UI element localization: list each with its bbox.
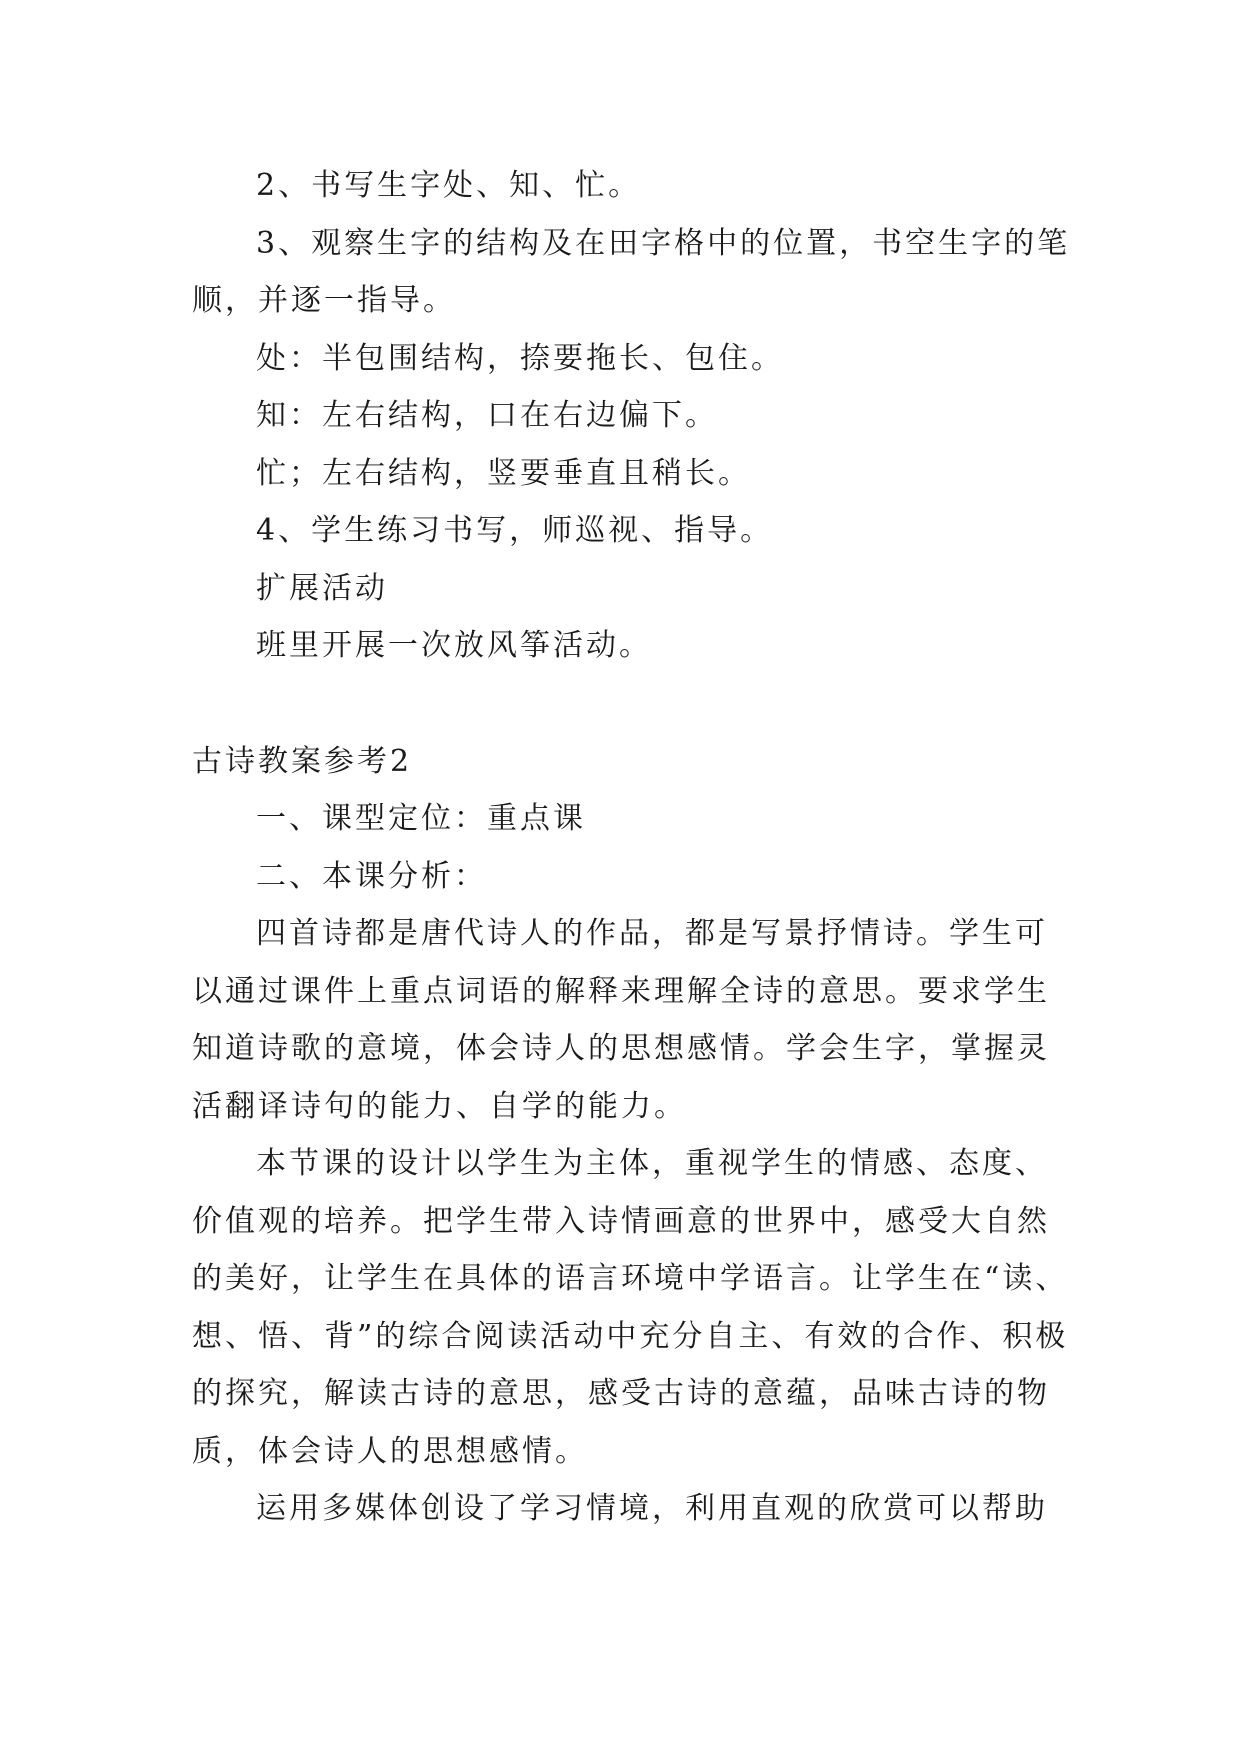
paragraph: 一、课型定位：重点课 [256,801,586,836]
section-heading: 古诗教案参考2 [192,743,413,779]
paragraph: 四首诗都是唐代诗人的作品，都是写景抒情诗。学生可以通过课件上重点词语的解释来理解全诗的意思。要求学生知道诗歌的意境，体会诗人的思想感情。学会生字，掌握灵活翻译诗句的能力、自学的能力。 [192,916,1050,1124]
paragraph: 本节课的设计以学生为主体，重视学生的情感、态度、价值观的培养。把学生带入诗情画意的世界中，感受大自然的美好，让学生在具体的语言环境中学语言。让学生在“读、想、悟、背”的综合阅读活动中充分自主、有效的合作、积极的探究，解读古诗的意思，感受古诗的意蕴，品味古诗的物质，体会诗人的思想感情。 [192,1146,1069,1469]
paragraph: 3、观察生字的结构及在田字格中的位置，书空生字的笔顺，并逐一指导。 [192,225,1071,318]
paragraph: 知：左右结构，口在右边偏下。 [256,398,718,433]
paragraph: 二、本课分析： [256,858,487,894]
section-subheading: 扩展活动 [256,570,388,606]
paragraph: 班里开展一次放风筝活动。 [256,628,652,663]
section-gap [192,675,1072,733]
paragraph: 运用多媒体创设了学习情境，利用直观的欣赏可以帮助 [256,1491,1048,1526]
paragraph: 忙；左右结构，竖要垂直且稍长。 [256,455,751,491]
paragraph: 2、书写生字处、知、忙。 [256,168,642,203]
paragraph: 处：半包围结构，捺要拖长、包住。 [256,340,784,376]
document-body [192,157,1072,1538]
paragraph: 4、学生练习书写，师巡视、指导。 [256,513,774,548]
